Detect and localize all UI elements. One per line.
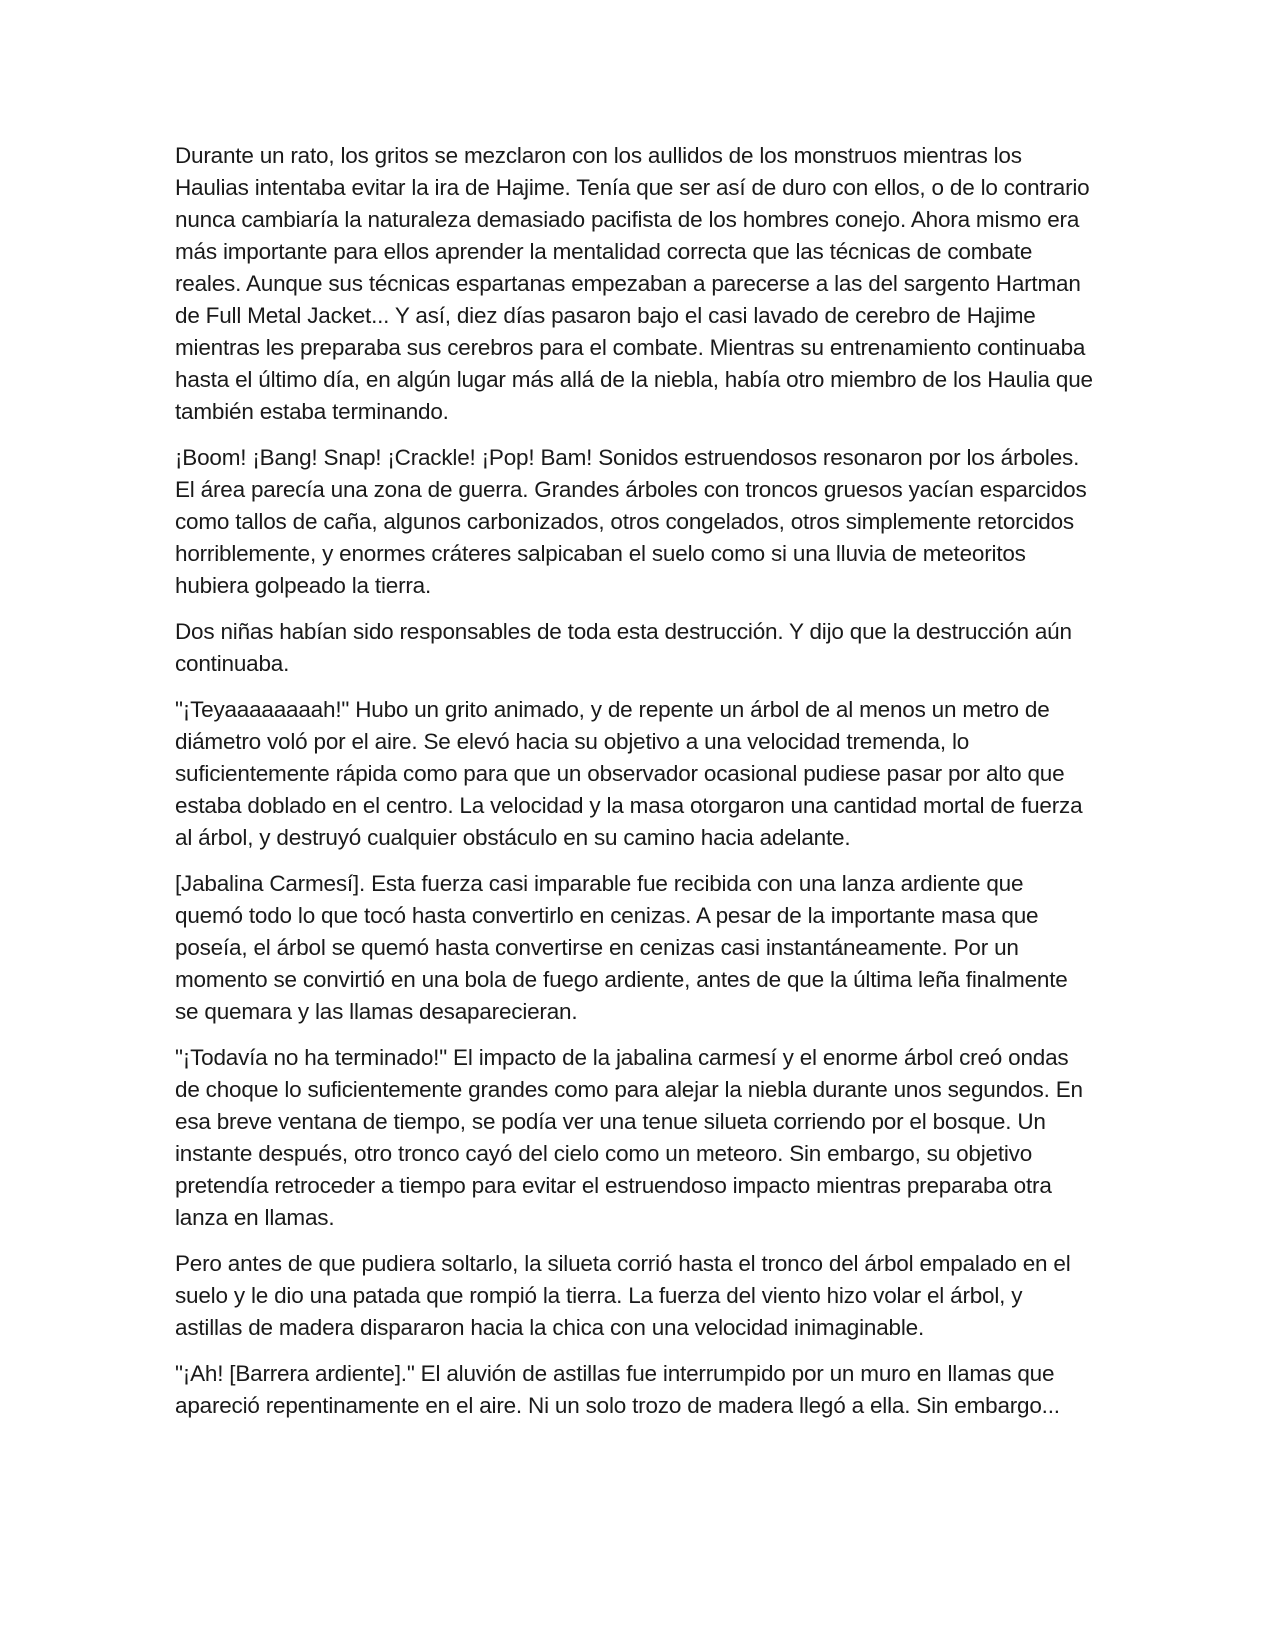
paragraph-8: "¡Ah! [Barrera ardiente]." El aluvión de astillas fue interrumpido por un muro en llamas que apareció repentinamente en el aire. Ni un solo trozo de madera llegó a ella. Sin embargo... bbox=[175, 1361, 1060, 1418]
paragraph-7: Pero antes de que pudiera soltarlo, la silueta corrió hasta el tronco del árbol empalado en el suelo y le dio una patada que rompió la tierra. La fuerza del viento hizo volar el árbol, y astillas de madera dispararon hacia la chica con una velocidad inimaginable. bbox=[175, 1251, 1071, 1340]
paragraph-3: Dos niñas habían sido responsables de toda esta destrucción. Y dijo que la destrucción aún continuaba. bbox=[175, 619, 1072, 676]
paragraph-4: "¡Teyaaaaaaaah!" Hubo un grito animado, y de repente un árbol de al menos un metro de diámetro voló por el aire. Se elevó hacia su objetivo a una velocidad tremenda, lo suficientemente rápida como para que un observador ocasional pudiese pasar por alto que estaba doblado en el centro. La velocidad y la masa otorgaron una cantidad mortal de fuerza al árbol, y destruyó cualquier obstáculo en su camino hacia adelante. bbox=[175, 697, 1083, 850]
document-page bbox=[175, 140, 1095, 1436]
paragraph-2: ¡Boom! ¡Bang! Snap! ¡Crackle! ¡Pop! Bam! Sonidos estruendosos resonaron por los árboles. El área parecía una zona de guerra. Grandes árboles con troncos gruesos yacían esparcidos como tallos de caña, algunos carbonizados, otros congelados, otros simplemente retorcidos horriblemente, y enormes cráteres salpicaban el suelo como si una lluvia de meteoritos hubiera golpeado la tierra. bbox=[175, 445, 1087, 598]
paragraph-1: Durante un rato, los gritos se mezclaron con los aullidos de los monstruos mientras los Haulias intentaba evitar la ira de Hajime. Tenía que ser así de duro con ellos, o de lo contrario nunca cambiaría la naturaleza demasiado pacifista de los hombres conejo. Ahora mismo era más importante para ellos aprender la mentalidad correcta que las técnicas de combate reales. Aunque sus técnicas espartanas empezaban a parecerse a las del sargento Hartman de Full Metal Jacket... Y así, diez días pasaron bajo el casi lavado de cerebro de Hajime mientras les preparaba sus cerebros para el combate. Mientras su entrenamiento continuaba hasta el último día, en algún lugar más allá de la niebla, había otro miembro de los Haulia que también estaba terminando. bbox=[175, 143, 1093, 424]
paragraph-6: "¡Todavía no ha terminado!" El impacto de la jabalina carmesí y el enorme árbol creó ondas de choque lo suficientemente grandes como para alejar la niebla durante unos segundos. En esa breve ventana de tiempo, se podía ver una tenue silueta corriendo por el bosque. Un instante después, otro tronco cayó del cielo como un meteoro. Sin embargo, su objetivo pretendía retroceder a tiempo para evitar el estruendoso impacto mientras preparaba otra lanza en llamas. bbox=[175, 1045, 1083, 1230]
paragraph-5: [Jabalina Carmesí]. Esta fuerza casi imparable fue recibida con una lanza ardiente que quemó todo lo que tocó hasta convertirlo en cenizas. A pesar de la importante masa que poseía, el árbol se quemó hasta convertirse en cenizas casi instantáneamente. Por un momento se convirtió en una bola de fuego ardiente, antes de que la última leña finalmente se quemara y las llamas desaparecieran. bbox=[175, 871, 1068, 1024]
